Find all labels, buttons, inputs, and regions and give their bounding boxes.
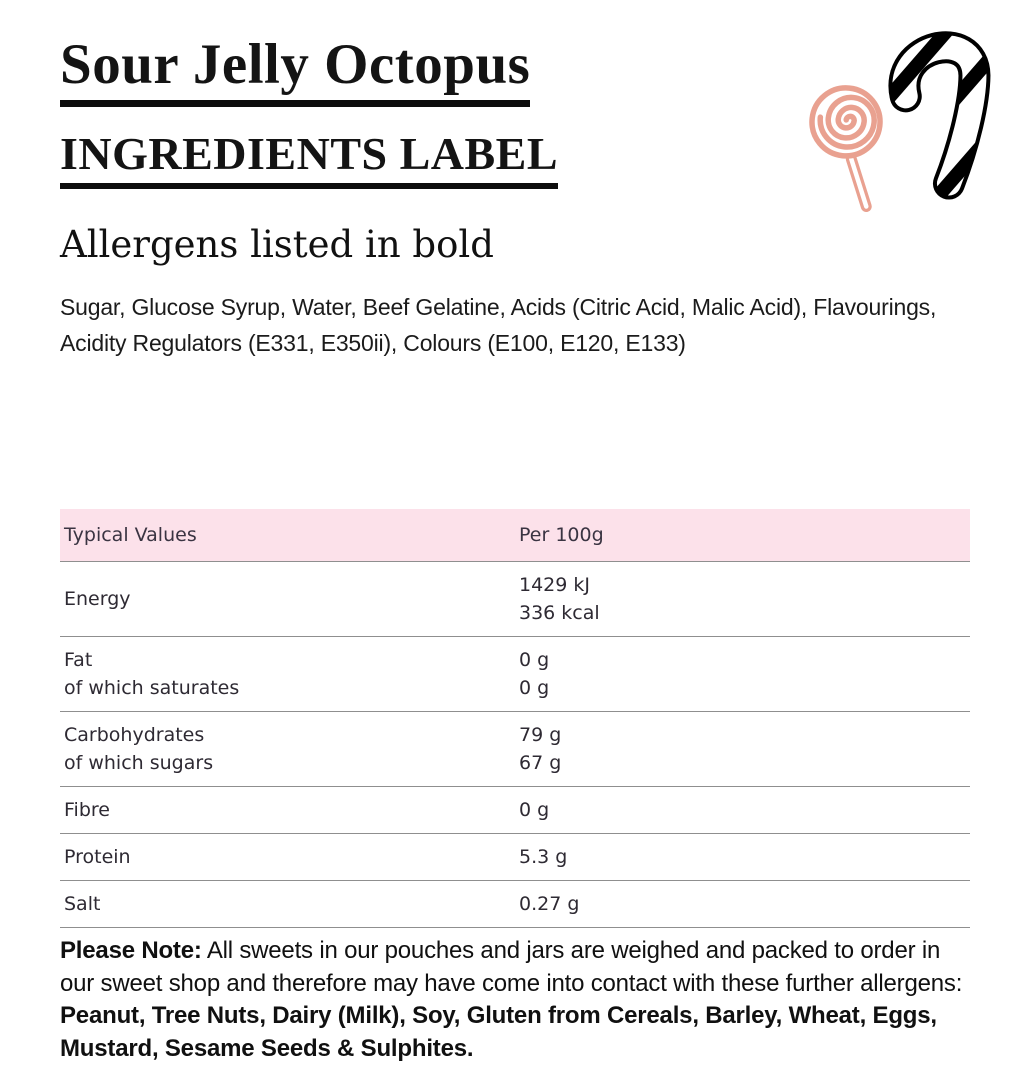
table-row [60,712,970,787]
table-header-row [60,509,970,562]
table-row [60,562,970,637]
allergens-heading: Allergens listed in bold [60,223,494,266]
table-row [60,834,970,881]
nutrition-table [60,509,970,928]
column-header-typical-values: Typical Values [60,509,515,562]
row-value: 5.3 g [515,834,970,881]
candy-icons [791,20,1006,210]
row-value: 0 g [515,787,970,834]
page-title: Sour Jelly Octopus [60,36,530,107]
table-row [60,637,970,712]
row-label: Fat of which saturates [60,637,515,712]
note-allergens: Peanut, Tree Nuts, Dairy (Milk), Soy, Gluten from Cereals, Barley, Wheat, Eggs, Mustard, Sesame Seeds & Sulphites. [60,1002,937,1062]
row-value: 0 g 0 g [515,637,970,712]
footer-note [60,928,972,1065]
row-label: Protein [60,834,515,881]
table-row [60,881,970,928]
row-value: 1429 kJ 336 kcal [515,562,970,637]
column-header-per-100g: Per 100g [515,509,970,562]
table-row [60,787,970,834]
row-label: Carbohydrates of which sugars [60,712,515,787]
row-label: Energy [60,562,515,637]
page-subtitle: INGREDIENTS LABEL [60,131,558,189]
row-value: 79 g 67 g [515,712,970,787]
ingredients-text: Sugar, Glucose Syrup, Water, Beef Gelatine, Acids (Citric Acid, Malic Acid), Flavourings, Acidity Regulators (E331, E350ii), Colours (E100, E120, E133) [60,294,937,356]
candy-cane-icon [874,20,1006,211]
note-text: All sweets in our pouches and jars are weighed and packed to order in our sweet shop and therefore may have come into contact with these further allergens: [60,937,963,997]
row-label: Fibre [60,787,515,834]
note-label: Please Note: [60,937,202,965]
row-label: Salt [60,881,515,928]
row-value: 0.27 g [515,881,970,928]
